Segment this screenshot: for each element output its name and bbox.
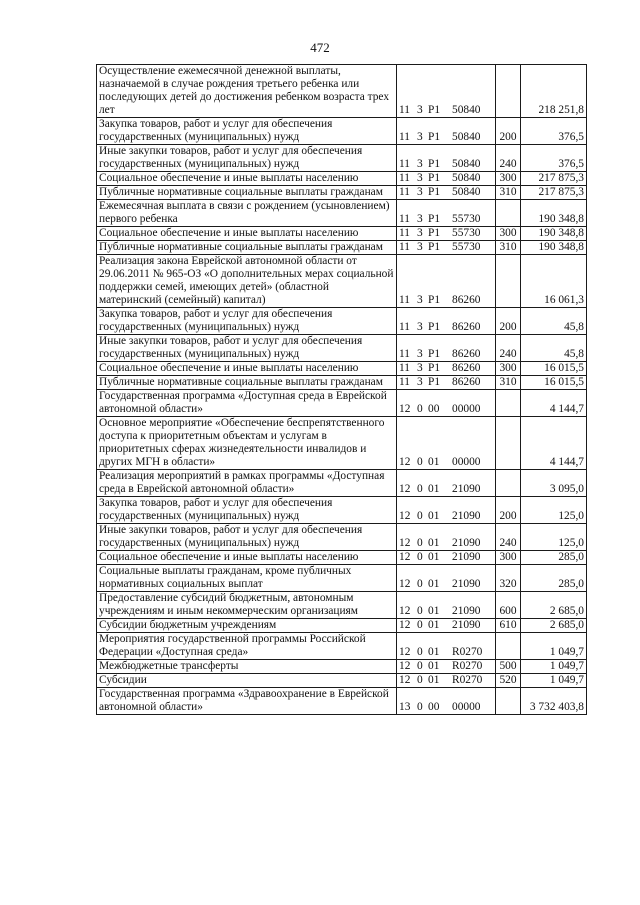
code-part-c1: 11 [399,227,410,239]
row-amount: 16 015,5 [521,376,587,390]
table-row [97,524,587,551]
row-name: Субсидии [97,674,397,688]
code-part-c3: 01 [428,605,440,617]
code-part-c2: 0 [417,605,423,617]
row-code [397,241,496,255]
code-part-c2: 0 [417,660,423,672]
code-part-c3: P1 [428,241,441,253]
code-part-c4: 21090 [452,578,481,590]
row-expense-type: 200 [496,308,521,335]
row-code [397,417,496,470]
code-part-c2: 3 [417,362,423,374]
row-name: Закупка товаров, работ и услуг для обеспечения государственных (муниципальных) нужд [97,118,397,145]
row-amount: 217 875,3 [521,186,587,200]
row-code [397,308,496,335]
row-code [397,255,496,308]
code-part-c4: 86260 [452,376,481,388]
row-code [397,619,496,633]
code-part-c4: 86260 [452,321,481,333]
code-part-c4: 86260 [452,362,481,374]
row-code [397,633,496,660]
row-expense-type: 200 [496,118,521,145]
table-row [97,227,587,241]
code-part-c4: 55730 [452,213,481,225]
code-part-c4: 21090 [452,510,481,522]
row-expense-type: 520 [496,674,521,688]
code-part-c3: P1 [428,158,441,170]
row-amount: 2 685,0 [521,592,587,619]
code-part-c4: R0270 [452,646,483,658]
row-code [397,335,496,362]
table-row [97,362,587,376]
code-part-c4: 00000 [452,403,481,415]
code-part-c3: P1 [428,321,441,333]
row-amount: 217 875,3 [521,172,587,186]
code-part-c1: 12 [399,510,411,522]
row-expense-type [496,255,521,308]
row-amount: 190 348,8 [521,241,587,255]
row-name: Осуществление ежемесячной денежной выплаты, назначаемой в случае рождения третьего ребенка или последующих детей до достижения ребенком возраста трех лет [97,65,397,118]
code-part-c4: 55730 [452,227,481,239]
table-row [97,145,587,172]
code-part-c2: 3 [417,131,423,143]
code-part-c1: 12 [399,619,411,631]
code-part-c3: 01 [428,537,440,549]
code-part-c4: 86260 [452,294,481,306]
row-expense-type: 320 [496,565,521,592]
code-part-c2: 0 [417,403,423,415]
code-part-c1: 11 [399,348,410,360]
row-code [397,200,496,227]
code-part-c4: 50840 [452,172,481,184]
row-expense-type: 300 [496,551,521,565]
code-part-c3: P1 [428,294,441,306]
row-amount: 45,8 [521,335,587,362]
row-name: Реализация закона Еврейской автономной области от 29.06.2011 № 965-ОЗ «О дополнительных мерах социальной поддержки семей, имеющих детей» (областной материнский (семейный) капитал) [97,255,397,308]
row-name: Государственная программа «Доступная среда в Еврейской автономной области» [97,390,397,417]
code-part-c1: 11 [399,131,410,143]
code-part-c2: 0 [417,551,423,563]
code-part-c3: 00 [428,403,440,415]
row-code [397,145,496,172]
row-expense-type: 240 [496,335,521,362]
code-part-c4: 50840 [452,131,481,143]
table-row [97,255,587,308]
row-name: Субсидии бюджетным учреждениям [97,619,397,633]
code-part-c3: 00 [428,701,440,713]
row-name: Закупка товаров, работ и услуг для обеспечения государственных (муниципальных) нужд [97,308,397,335]
code-part-c3: 01 [428,483,440,495]
code-part-c2: 0 [417,701,423,713]
code-part-c2: 0 [417,646,423,658]
row-amount: 3 732 403,8 [521,688,587,715]
table-row [97,470,587,497]
table-row [97,241,587,255]
row-expense-type [496,470,521,497]
code-part-c3: 01 [428,646,440,658]
row-code [397,565,496,592]
row-amount: 285,0 [521,551,587,565]
table-row [97,308,587,335]
code-part-c1: 11 [399,172,410,184]
row-expense-type [496,65,521,118]
code-part-c2: 0 [417,483,423,495]
row-expense-type [496,633,521,660]
row-amount: 16 015,5 [521,362,587,376]
row-name: Социальное обеспечение и иные выплаты населению [97,362,397,376]
table-row [97,172,587,186]
row-expense-type [496,390,521,417]
row-name: Социальное обеспечение и иные выплаты населению [97,551,397,565]
code-part-c2: 0 [417,674,423,686]
row-name: Иные закупки товаров, работ и услуг для обеспечения государственных (муниципальных) нужд [97,524,397,551]
row-expense-type: 310 [496,376,521,390]
row-code [397,524,496,551]
row-expense-type [496,688,521,715]
row-expense-type: 300 [496,172,521,186]
code-part-c1: 11 [399,158,410,170]
code-part-c1: 12 [399,537,411,549]
code-part-c4: 50840 [452,186,481,198]
row-expense-type: 500 [496,660,521,674]
code-part-c4: 55730 [452,241,481,253]
code-part-c1: 11 [399,241,410,253]
code-part-c1: 12 [399,646,411,658]
row-expense-type: 600 [496,592,521,619]
row-amount: 125,0 [521,497,587,524]
code-part-c1: 12 [399,456,411,468]
code-part-c4: 21090 [452,551,481,563]
code-part-c2: 0 [417,537,423,549]
row-code [397,674,496,688]
row-name: Публичные нормативные социальные выплаты гражданам [97,241,397,255]
budget-table-body [97,65,587,715]
row-amount: 285,0 [521,565,587,592]
row-code [397,551,496,565]
row-name: Мероприятия государственной программы Российской Федерации «Доступная среда» [97,633,397,660]
code-part-c3: 01 [428,660,440,672]
row-amount: 376,5 [521,145,587,172]
code-part-c4: 21090 [452,605,481,617]
table-row [97,592,587,619]
row-code [397,172,496,186]
code-part-c2: 3 [417,348,423,360]
code-part-c1: 12 [399,660,411,672]
code-part-c4: 00000 [452,456,481,468]
code-part-c4: 86260 [452,348,481,360]
row-code [397,65,496,118]
table-row [97,335,587,362]
code-part-c2: 3 [417,376,423,388]
code-part-c1: 12 [399,605,411,617]
row-code [397,118,496,145]
code-part-c1: 11 [399,362,410,374]
budget-table [96,64,587,715]
row-amount: 376,5 [521,118,587,145]
row-expense-type [496,417,521,470]
code-part-c1: 12 [399,483,411,495]
row-name: Реализация мероприятий в рамках программы «Доступная среда в Еврейской автономной области» [97,470,397,497]
row-code [397,362,496,376]
code-part-c2: 0 [417,456,423,468]
row-expense-type: 610 [496,619,521,633]
row-expense-type [496,200,521,227]
code-part-c3: P1 [428,172,441,184]
row-name: Предоставление субсидий бюджетным, автономным учреждениям и иным некоммерческим организациям [97,592,397,619]
code-part-c3: P1 [428,348,441,360]
table-row [97,688,587,715]
row-amount: 218 251,8 [521,65,587,118]
row-amount: 1 049,7 [521,633,587,660]
code-part-c1: 12 [399,551,411,563]
table-row [97,390,587,417]
code-part-c2: 0 [417,510,423,522]
code-part-c3: 01 [428,578,440,590]
table-row [97,674,587,688]
row-name: Социальное обеспечение и иные выплаты населению [97,172,397,186]
row-amount: 4 144,7 [521,417,587,470]
row-code [397,390,496,417]
code-part-c1: 11 [399,104,410,116]
row-code [397,497,496,524]
row-code [397,376,496,390]
row-name: Межбюджетные трансферты [97,660,397,674]
row-expense-type: 310 [496,241,521,255]
code-part-c3: P1 [428,213,441,225]
code-part-c2: 3 [417,321,423,333]
row-name: Закупка товаров, работ и услуг для обеспечения государственных (муниципальных) нужд [97,497,397,524]
row-name: Основное мероприятие «Обеспечение беспрепятственного доступа к приоритетным объектам и услугам в приоритетных сферах жизнедеятельности инвалидов и других МГН в области» [97,417,397,470]
table-row [97,660,587,674]
table-row [97,633,587,660]
row-amount: 4 144,7 [521,390,587,417]
table-row [97,65,587,118]
row-expense-type: 300 [496,362,521,376]
row-amount: 190 348,8 [521,227,587,241]
code-part-c1: 11 [399,186,410,198]
table-row [97,551,587,565]
code-part-c4: 21090 [452,537,481,549]
row-amount: 190 348,8 [521,200,587,227]
code-part-c1: 11 [399,294,410,306]
table-row [97,497,587,524]
row-expense-type: 200 [496,497,521,524]
row-amount: 3 095,0 [521,470,587,497]
row-code [397,688,496,715]
row-name: Социальное обеспечение и иные выплаты населению [97,227,397,241]
code-part-c2: 3 [417,186,423,198]
code-part-c1: 13 [399,701,411,713]
code-part-c2: 3 [417,294,423,306]
code-part-c3: P1 [428,376,441,388]
row-amount: 16 061,3 [521,255,587,308]
code-part-c3: P1 [428,104,441,116]
code-part-c1: 12 [399,674,411,686]
row-code [397,186,496,200]
code-part-c2: 3 [417,227,423,239]
row-code [397,470,496,497]
row-expense-type: 300 [496,227,521,241]
code-part-c1: 11 [399,321,410,333]
code-part-c3: 01 [428,456,440,468]
row-name: Иные закупки товаров, работ и услуг для обеспечения государственных (муниципальных) нужд [97,335,397,362]
row-code [397,660,496,674]
code-part-c4: 00000 [452,701,481,713]
row-code [397,227,496,241]
code-part-c1: 12 [399,578,411,590]
page-number: 472 [310,40,330,55]
table-row [97,186,587,200]
code-part-c3: P1 [428,362,441,374]
code-part-c3: P1 [428,131,441,143]
code-part-c4: 21090 [452,483,481,495]
code-part-c3: 01 [428,510,440,522]
code-part-c1: 11 [399,213,410,225]
table-row [97,200,587,227]
code-part-c3: 01 [428,619,440,631]
row-expense-type: 240 [496,524,521,551]
code-part-c4: 50840 [452,158,481,170]
table-row [97,118,587,145]
row-name: Иные закупки товаров, работ и услуг для обеспечения государственных (муниципальных) нужд [97,145,397,172]
code-part-c1: 11 [399,376,410,388]
code-part-c2: 0 [417,619,423,631]
table-row [97,565,587,592]
code-part-c2: 3 [417,158,423,170]
row-name: Публичные нормативные социальные выплаты гражданам [97,376,397,390]
code-part-c2: 0 [417,578,423,590]
row-name: Ежемесячная выплата в связи с рождением (усыновлением) первого ребенка [97,200,397,227]
code-part-c1: 12 [399,403,411,415]
code-part-c3: 01 [428,551,440,563]
row-amount: 125,0 [521,524,587,551]
row-amount: 45,8 [521,308,587,335]
row-amount: 2 685,0 [521,619,587,633]
row-name: Публичные нормативные социальные выплаты гражданам [97,186,397,200]
code-part-c3: P1 [428,186,441,198]
code-part-c2: 3 [417,104,423,116]
row-amount: 1 049,7 [521,660,587,674]
row-code [397,592,496,619]
code-part-c2: 3 [417,172,423,184]
code-part-c3: 01 [428,674,440,686]
row-amount: 1 049,7 [521,674,587,688]
code-part-c4: R0270 [452,660,483,672]
code-part-c4: 21090 [452,619,481,631]
table-row [97,376,587,390]
row-expense-type: 310 [496,186,521,200]
table-row [97,417,587,470]
code-part-c3: P1 [428,227,441,239]
table-row [97,619,587,633]
row-name: Государственная программа «Здравоохранение в Еврейской автономной области» [97,688,397,715]
code-part-c4: 50840 [452,104,481,116]
code-part-c2: 3 [417,213,423,225]
code-part-c2: 3 [417,241,423,253]
row-expense-type: 240 [496,145,521,172]
row-name: Социальные выплаты гражданам, кроме публичных нормативных социальных выплат [97,565,397,592]
code-part-c4: R0270 [452,674,483,686]
